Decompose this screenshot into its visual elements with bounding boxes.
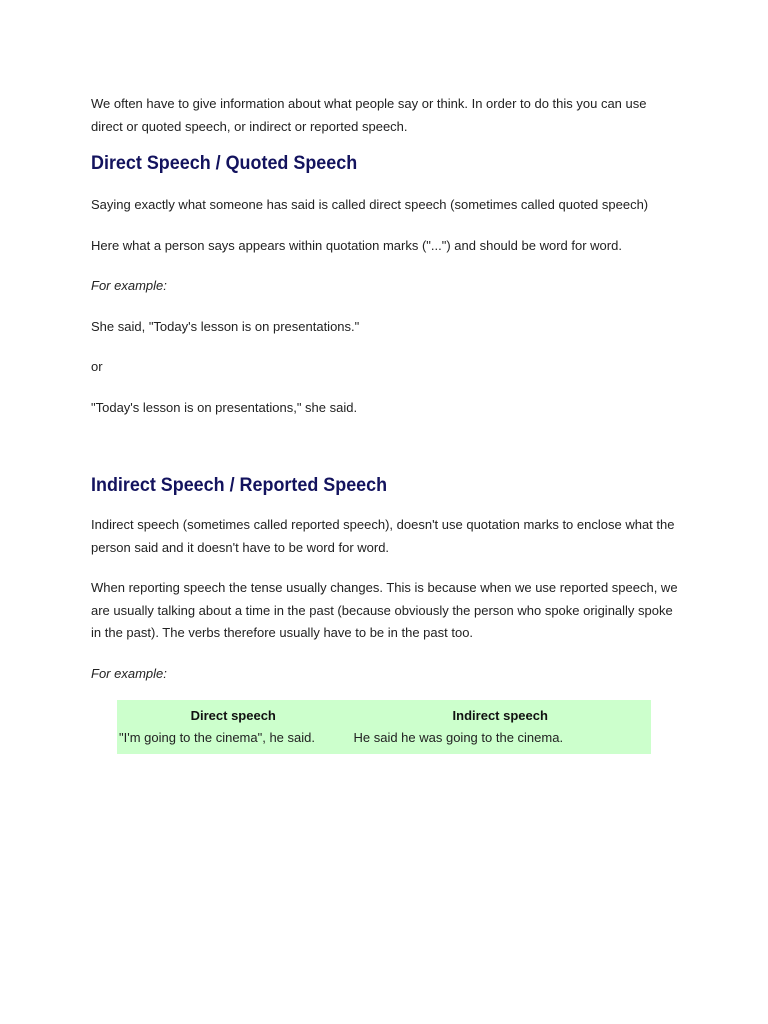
intro-paragraph: We often have to give information about what people say or think. In order to do this you can use direct or quoted speech, or indirect or reported speech.	[91, 96, 647, 134]
indirect-speech-heading: Indirect Speech / Reported Speech	[91, 474, 388, 496]
direct-speech-quotation-rule: Here what a person says appears within quotation marks ("...") and should be word for word.	[91, 237, 622, 253]
or-separator: or	[91, 359, 103, 374]
indirect-speech-definition: Indirect speech (sometimes called reported speech), doesn't use quotation marks to enclose what the person said and it doesn't have to be word for word.	[91, 517, 675, 555]
table-header-row	[117, 700, 651, 730]
direct-speech-column-header: Direct speech	[190, 707, 276, 723]
direct-speech-heading: Direct Speech / Quoted Speech	[91, 152, 358, 174]
tense-change-paragraph: When reporting speech the tense usually changes. This is because when we use reported speech, we are usually talking about a time in the past (because obviously the person who spoke originally spoke in the past). The verbs therefore usually have to be in the past too.	[91, 580, 678, 640]
direct-example-2: "Today's lesson is on presentations," she said.	[91, 399, 358, 415]
example-label	[91, 275, 691, 298]
direct-speech-cell: "I'm going to the cinema", he said.	[119, 730, 315, 745]
document-page	[91, 93, 691, 754]
indirect-speech-column-header: Indirect speech	[452, 707, 548, 723]
indirect-speech-cell: He said he was going to the cinema.	[353, 730, 564, 745]
example-label-2-text: For example:	[91, 665, 167, 681]
direct-speech-definition: Saying exactly what someone has said is called direct speech (sometimes called quoted speech)	[91, 197, 649, 212]
table-row	[117, 730, 651, 754]
speech-comparison-table	[117, 700, 651, 754]
example-label-2	[91, 663, 691, 686]
direct-example-1: She said, "Today's lesson is on presentations."	[91, 318, 360, 334]
example-label-text: For example:	[91, 278, 167, 293]
